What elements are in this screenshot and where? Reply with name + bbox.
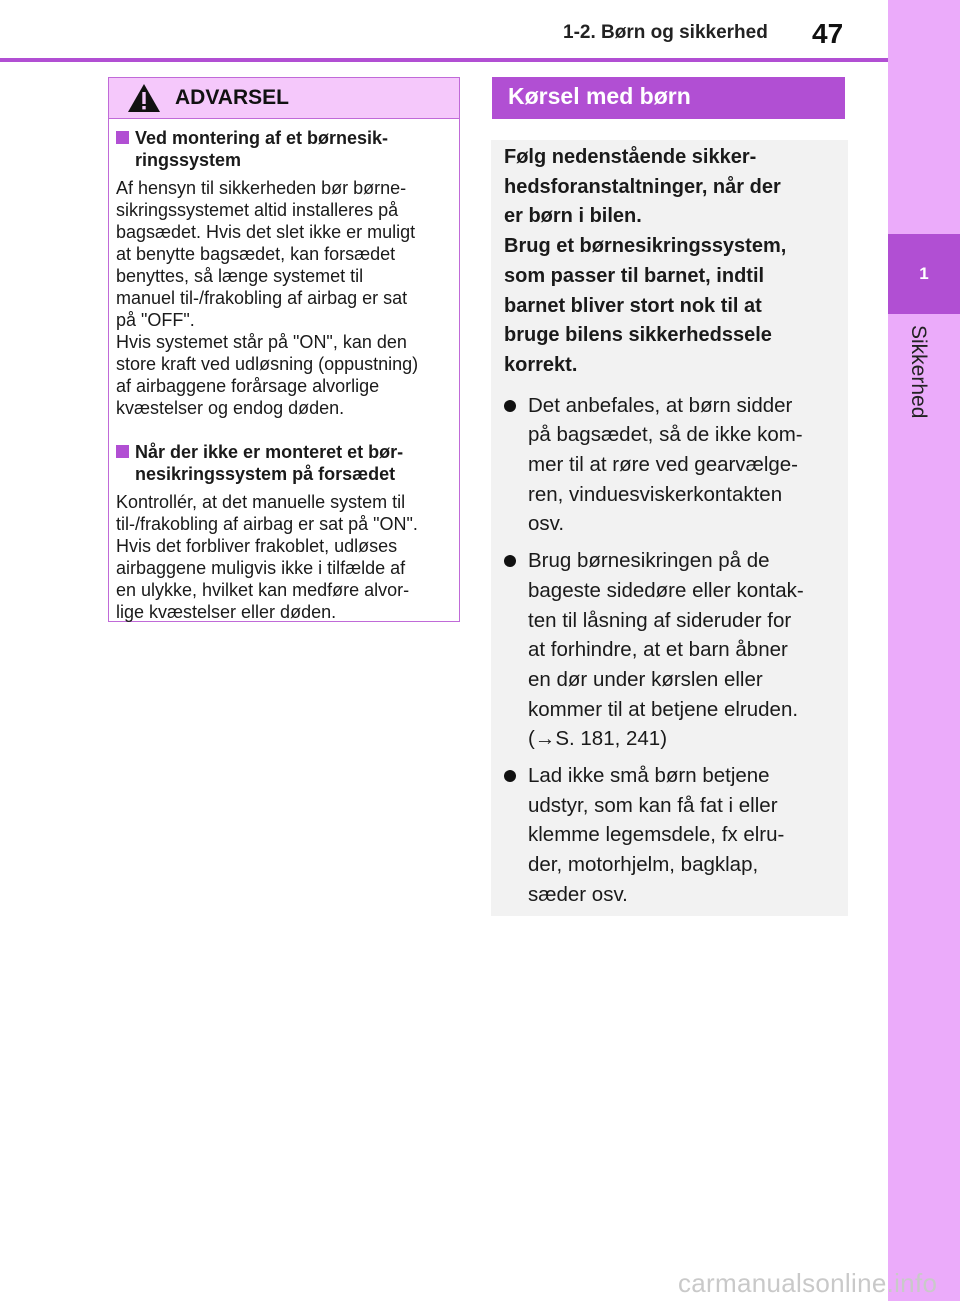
section-title: 1-2. Børn og sikkerhed (563, 22, 768, 43)
list-item (504, 391, 836, 540)
section-heading: Kørsel med børn (492, 77, 845, 119)
chapter-number: 1 (919, 264, 929, 283)
page-number: 47 (812, 18, 844, 49)
square-bullet-icon (116, 131, 129, 144)
list-item-text: Det anbefales, at børn sidder på bagsædet, så de ikke kom- mer til at røre ved gearvælge- ren, vinduesviskerkontakten osv. (528, 393, 803, 536)
list-item-text: Lad ikke små børn betjene udstyr, som kan få fat i eller klemme legemsdele, fx elru- der, motorhjelm, bagklap, sæder osv. (528, 764, 785, 906)
warning-item-heading (116, 127, 453, 171)
bullet-list (504, 391, 836, 910)
chapter-sidebar (888, 0, 960, 1301)
bullet-dot-icon (504, 555, 516, 567)
chapter-tab[interactable] (888, 234, 960, 314)
bullet-dot-icon (504, 400, 516, 412)
warning-body (109, 119, 459, 623)
list-item (504, 546, 836, 754)
warning-box (108, 77, 460, 622)
warning-item-heading-text: Når der ikke er monteret et bør- nesikringssystem på forsædet (135, 442, 404, 484)
list-item-text: Brug børnesikringen på de bageste sidedøre eller kontak- ten til låsning af sideruder for at forhindre, at et barn åbner en dør under kørslen eller kommer til at betjene elruden. (→S. 181, 241) (528, 549, 804, 751)
header-divider (0, 58, 888, 62)
content-panel (491, 140, 848, 916)
warning-item-text: Af hensyn til sikkerheden bør børne- sikringssystemet altid installeres på bagsædet. Hvis det slet ikke er muligt at benytte bagsædet, kan forsædet benyttes, så længe systemet til manuel til-/frakobling af airbag er sat på "OFF". Hvis systemet står på "ON", kan den store kraft ved udløsning (oppustning) af airbaggene forårsage alvorlige kvæstelser og endog døden. (116, 178, 419, 418)
chapter-label: Sikkerhed (907, 325, 930, 419)
list-item (504, 761, 836, 910)
warning-title: ADVARSEL (175, 86, 289, 109)
warning-item-text: Kontrollér, at det manuelle system til til-/frakobling af airbag er sat på "ON". Hvis det forbliver frakoblet, udløses airbaggene muligvis ikke i tilfælde af en ulykke, hvilket kan medføre alvor- lige kvæstelser eller døden. (116, 492, 418, 622)
warning-triangle-icon (127, 83, 161, 113)
warning-item-heading (116, 441, 453, 485)
square-bullet-icon (116, 445, 129, 458)
watermark: carmanualsonline.info (678, 1268, 938, 1298)
section-intro: Følg nedenstående sikker- hedsforanstaltninger, når der er børn i bilen. Brug et børnesikringssystem, som passer til barnet, indtil barnet bliver stort nok til at bruge bilens sikkerhedssele korrekt. (504, 146, 787, 376)
warning-item-heading-text: Ved montering af et børnesik- ringssystem (135, 128, 389, 170)
warning-header (109, 78, 459, 119)
bullet-dot-icon (504, 770, 516, 782)
